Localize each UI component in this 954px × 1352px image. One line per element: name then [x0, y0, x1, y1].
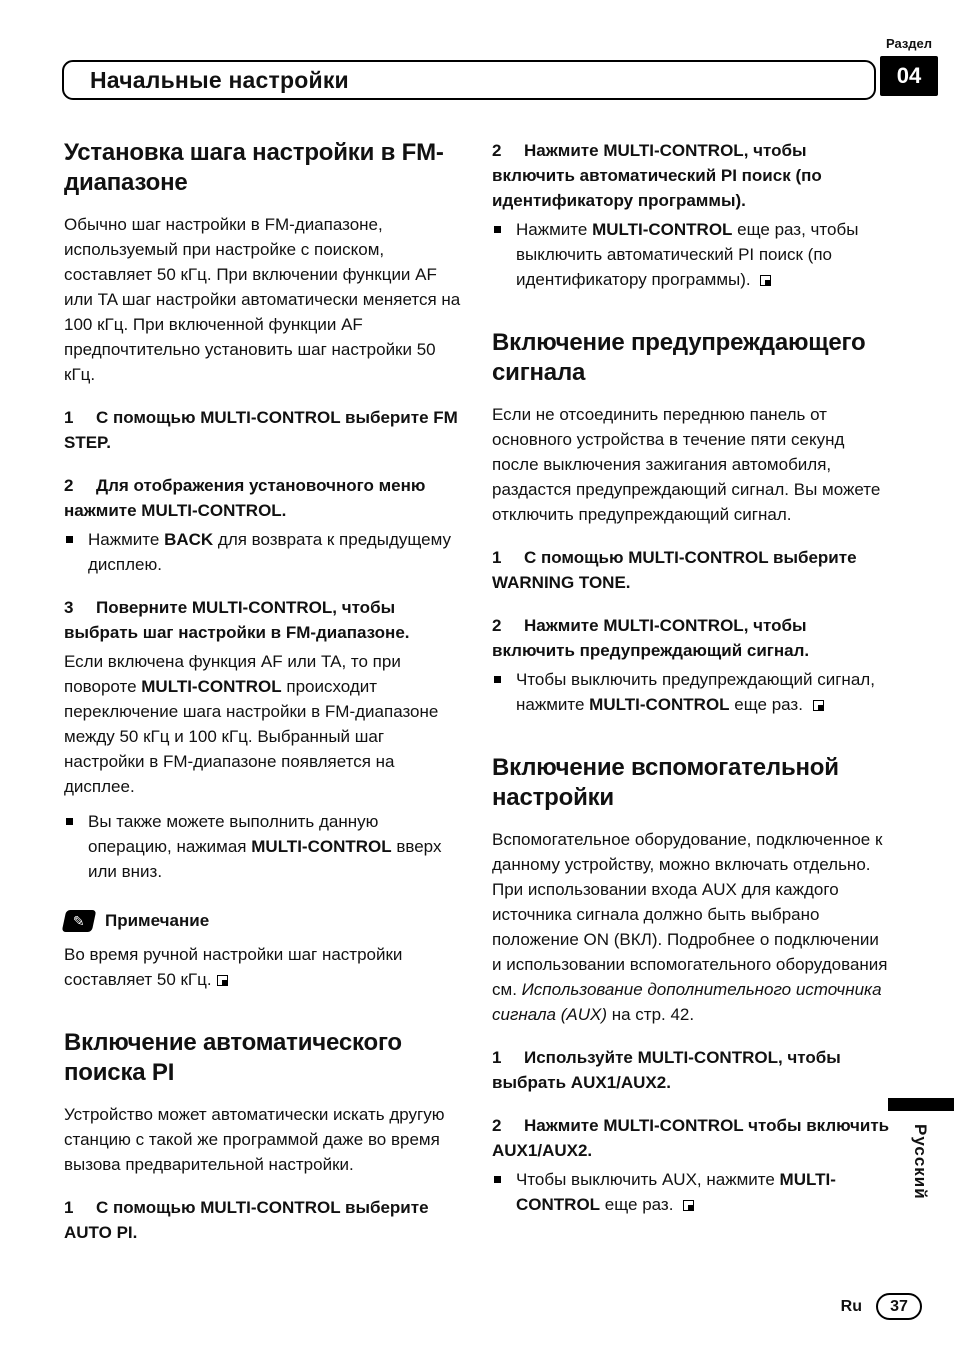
step-number: 1 — [492, 548, 502, 567]
paragraph: Обычно шаг настройки в FM-диапазоне, используемый при настройке с поиском, составляет 50 кГц. При включении функции AF или TA шаг настройки автоматически меняется на 100 кГц. При включенной функции AF предпочтительно установить шаг настройки 50 кГц. — [64, 215, 461, 384]
bullet-item — [492, 217, 890, 292]
paragraph: Если включена функция AF или TA, то при повороте MULTI-CONTROL происходит переключение шага настройки в FM-диапазоне между 50 кГц и 100 кГц. Выбранный шаг настройки в FM-диапазоне появляется на дисплее. — [64, 652, 439, 796]
language-thumb-tab — [888, 1098, 954, 1111]
end-of-operation-icon — [683, 1200, 694, 1211]
step-number: 1 — [64, 1198, 74, 1217]
note-header — [64, 910, 462, 932]
step-instruction: 2 Для отображения установочного меню нажмите MULTI-CONTROL. — [64, 473, 462, 523]
bullet-text: Вы также можете выполнить данную операцию, нажимая MULTI-CONTROL вверх или вниз. — [88, 812, 442, 881]
section-heading: Включение предупреждающего сигнала — [492, 329, 866, 386]
right-column — [492, 138, 890, 1225]
page-title: Начальные настройки — [90, 66, 349, 93]
step-instruction: 3 Поверните MULTI-CONTROL, чтобы выбрать шаг настройки в FM-диапазоне. — [64, 595, 462, 645]
step-instruction: 1 Используйте MULTI-CONTROL, чтобы выбрать AUX1/AUX2. — [492, 1045, 890, 1095]
bullet-item — [492, 667, 890, 717]
section-number-badge: 04 — [880, 56, 938, 96]
step-instruction: 2 Нажмите MULTI-CONTROL, чтобы включить автоматический PI поиск (по идентификатору программы). — [492, 138, 890, 213]
bullet-square-icon — [66, 536, 73, 543]
paragraph: Устройство может автоматически искать другую станцию с такой же программой даже во время вызова предварительной настройки. — [64, 1105, 445, 1174]
step-number: 2 — [492, 141, 502, 160]
page-footer — [841, 1293, 922, 1320]
section-heading: Включение автоматического поиска PI — [64, 1029, 402, 1086]
page-number: 37 — [876, 1293, 922, 1320]
left-column — [64, 138, 462, 1249]
note-title: Примечание — [105, 911, 210, 930]
step-instruction: 1 С помощью MULTI-CONTROL выберите AUTO PI. — [64, 1195, 462, 1245]
section-label: Раздел — [885, 36, 933, 51]
bullet-item — [492, 1167, 890, 1217]
bullet-square-icon — [494, 1176, 501, 1183]
bullet-square-icon — [66, 818, 73, 825]
bullet-text: Чтобы выключить предупреждающий сигнал, нажмите MULTI-CONTROL еще раз. — [516, 670, 875, 714]
bullet-square-icon — [494, 676, 501, 683]
step-number: 1 — [492, 1048, 502, 1067]
step-number: 1 — [64, 408, 74, 427]
step-instruction: 1 С помощью MULTI-CONTROL выберите FM STEP. — [64, 405, 462, 455]
bullet-text: Чтобы выключить AUX, нажмите MULTI-CONTROL еще раз. — [516, 1170, 836, 1214]
step-instruction: 1 С помощью MULTI-CONTROL выберите WARNING TONE. — [492, 545, 890, 595]
step-number: 2 — [64, 476, 74, 495]
paragraph: Вспомогательное оборудование, подключенное к данному устройству, можно включать отдельно. При использовании входа AUX для каждого источника сигнала должно быть выбрано положение ON (ВКЛ). Подробнее о подключении и использовании вспомогательного оборудования см. Использование дополнительного источника сигнала (AUX) на стр. 42. — [492, 830, 888, 1024]
step-number: 3 — [64, 598, 74, 617]
footer-language-label: Ru — [840, 1297, 862, 1315]
end-of-operation-icon — [760, 275, 771, 286]
chapter-title-box — [62, 60, 876, 100]
step-number: 2 — [492, 616, 502, 635]
step-instruction: 2 Нажмите MULTI-CONTROL чтобы включить AUX1/AUX2. — [492, 1113, 890, 1163]
bullet-item — [64, 527, 462, 577]
section-heading: Включение вспомогательной настройки — [492, 754, 839, 811]
section-heading: Установка шага настройки в FM-диапазоне — [64, 139, 444, 196]
bullet-item — [64, 809, 462, 884]
paragraph: Если не отсоединить переднюю панель от основного устройства в течение пяти секунд после выключения зажигания автомобиля, раздастся предупреждающий сигнал. Вы можете отключить предупреждающий сигнал. — [492, 405, 881, 524]
end-of-operation-icon — [813, 700, 824, 711]
step-instruction: 2 Нажмите MULTI-CONTROL, чтобы включить предупреждающий сигнал. — [492, 613, 890, 663]
note-pencil-icon: ✎ — [62, 910, 97, 932]
bullet-square-icon — [494, 226, 501, 233]
note-box — [64, 910, 462, 992]
step-number: 2 — [492, 1116, 502, 1135]
end-of-operation-icon — [217, 975, 228, 986]
bullet-text: Нажмите MULTI-CONTROL еще раз, чтобы выключить автоматический PI поиск (по идентификатору программы). — [516, 220, 859, 289]
note-text: Во время ручной настройки шаг настройки составляет 50 кГц. — [64, 945, 403, 989]
language-label: Русский — [911, 1124, 930, 1200]
bullet-text: Нажмите BACK для возврата к предыдущему дисплею. — [88, 530, 451, 574]
